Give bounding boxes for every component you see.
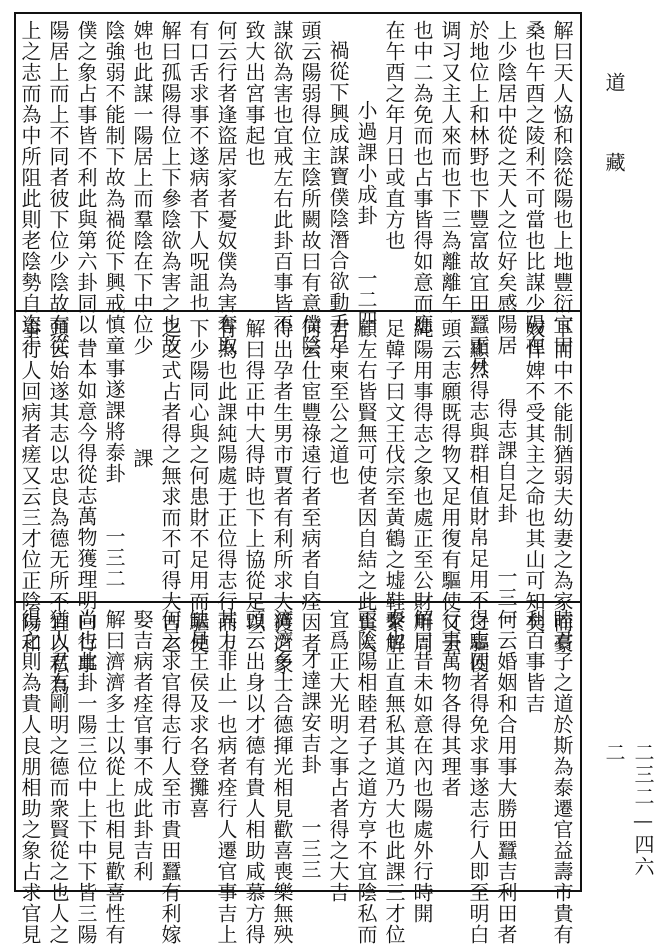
text-column: 昔本如意今得從志萬物獲理明白行事 <box>74 338 98 674</box>
text-column: 顯然得志與群相值財帛足用不之驅使 <box>466 338 490 674</box>
column-group <box>18 20 576 377</box>
text-column: 得志課自足卦 一三一 <box>494 398 518 629</box>
text-column: 小過課小成卦 一二四 <box>354 100 378 331</box>
text-column: 頭云志願既得物又足用復有驅使又云 <box>438 318 462 654</box>
column-group <box>18 609 576 945</box>
text-column: 有為也此課純陽處于正位得志行而上 <box>214 318 238 654</box>
text-column: 君子柬至公之道也 <box>326 318 350 486</box>
text-column: 之之式占者得之無求而不可得大吉之 <box>158 318 182 654</box>
text-column: 陽居上而上不同者彼下位少陰故有從 <box>46 20 70 356</box>
text-column: 謀欲為害也宜戒左右此卦百事皆不 <box>270 20 294 335</box>
text-column: 僕之象占事皆不利此與第六卦同以一 <box>74 20 98 356</box>
text-column: 调习又主人來而也下三為離離午 <box>438 20 462 314</box>
text-column: 下少陽同心與之何患財不足用而驅使 <box>186 318 210 654</box>
text-column: 尚也此卦一陽三位中上下中下皆三陽 <box>74 609 98 945</box>
text-column: 濟濟多士合德揮光相見歡喜喪樂無殃 <box>270 609 294 945</box>
text-column: 上之志而為中所阻此則老陰勢自恣于 <box>18 20 42 356</box>
text-column: 何云婚姻和合用事大勝田蠶吉利田者 <box>494 609 518 945</box>
text-column: 何云仕宦豐祿遠行者至病者自痊因者 <box>298 318 322 654</box>
text-column: 頭云出身以才德有貴人相助咸慕方得 <box>242 609 266 945</box>
text-column: 解曰得正中大得時也下上協從足以 <box>242 318 266 633</box>
text-column: 得出孕者生男市賈者有利所求大獲之象 <box>270 318 294 675</box>
text-column: 得志囚者得免求事遂志行人即至明白 <box>466 609 490 945</box>
text-column: 有口舌求事不遂病者下人呪詛也 <box>186 20 210 314</box>
folio-number: 二三二—四六二 <box>602 742 655 878</box>
text-column: 解曰昔未如意在內也陽處外行時開 <box>410 609 434 924</box>
text-column: 下而中不能制猶弱夫幼妻之為家而豪 <box>550 318 574 654</box>
text-column: 正陰陽相睦君子之道方亨不宜陰私而 <box>354 609 378 945</box>
text-column: 行事萬物各得其理者 <box>438 609 462 798</box>
text-column: 頭云陽弱得位主陰所闕故曰有意僕陰 <box>298 20 322 356</box>
text-column: 何云行者逢盜居家者憂奴僕為害奪取 <box>214 20 238 356</box>
text-column: 顧左右皆賢無可使者因自結之此賢人 <box>354 318 378 654</box>
text-column: 才達課安吉卦 一三三 <box>298 649 322 880</box>
text-column: 頭云始遂其志以忠良為德无所不宜以私為 <box>46 318 70 696</box>
text-column: 其力非止一也病者痊行人遷官事吉上 <box>214 609 238 945</box>
text-column: 在午酉之年月日或直方也 <box>382 20 406 251</box>
margin-sidebar <box>592 12 655 892</box>
text-column: 宜爲正大光明之事占者得之大吉 <box>326 609 350 903</box>
text-column: 純陽用事得志之象也處正至公財用周 <box>410 318 434 654</box>
text-column: 也中二為免而也占事皆得如意而應 <box>410 20 434 335</box>
text-column: 禍從下興成謀寶僕陰潛合欲動手足 <box>326 40 350 355</box>
collection-title: 道 藏 <box>602 72 626 190</box>
text-section-top <box>18 20 576 377</box>
text-column: 奴悍婢不受其主之命也其山可知矣 <box>522 318 546 633</box>
text-column: 猶人君有剛明之德而衆賢從之也人之 <box>46 609 70 945</box>
text-column: 得之則為貴人良朋相助之象占求官見 <box>18 609 42 945</box>
text-column: 娶吉病者痊官事不成此卦吉利 <box>130 609 154 882</box>
text-column: 解曰濟濟多士以從上也相見歡喜性有 <box>102 609 126 945</box>
text-column: 足韓子曰文王伐宗至黃鶴之墟鞋繫解 <box>382 318 406 654</box>
text-column: 桑也午酉之陵利不可當也比謀少陽在 <box>522 20 546 356</box>
text-column: 事行人回病者瘥又云三才位正陰陽和 <box>18 318 42 654</box>
text-column: 致大出宮事起也 <box>242 20 266 167</box>
text-column: 課 <box>130 448 154 469</box>
text-column: 事遂課將泰卦 一三二 <box>102 358 126 589</box>
text-column: 陰強弱不能制下故為禍從下興戒慎童 <box>102 20 126 356</box>
text-section-bottom <box>18 609 576 945</box>
text-column: 何云求官得志行人至市貴田蠶有利嫁 <box>158 609 182 945</box>
text-column: 利百事皆吉 <box>522 609 546 714</box>
text-column: 缺見王侯及求名登攤喜 <box>186 609 210 819</box>
text-column: 解曰天人恊和陰從陽也上地豐衍宜田 <box>550 20 574 356</box>
text-column: 婢也此謀一陽居上而羣陰在下中位少 <box>130 20 154 356</box>
text-column: 於地位上和林野也下豐富故宜田蠶正月 <box>466 20 490 377</box>
text-column: 睦君子之道於斯為泰遷官益壽市貴有 <box>550 609 574 945</box>
text-column: 上少陰居中從之天人之位好矣感陽居 <box>494 20 518 356</box>
text-column: 解曰孤陽得位上下參陰欲為害之也故 <box>158 20 182 356</box>
text-column: 泰也正直無私其道乃大也此課三才位 <box>382 609 406 945</box>
